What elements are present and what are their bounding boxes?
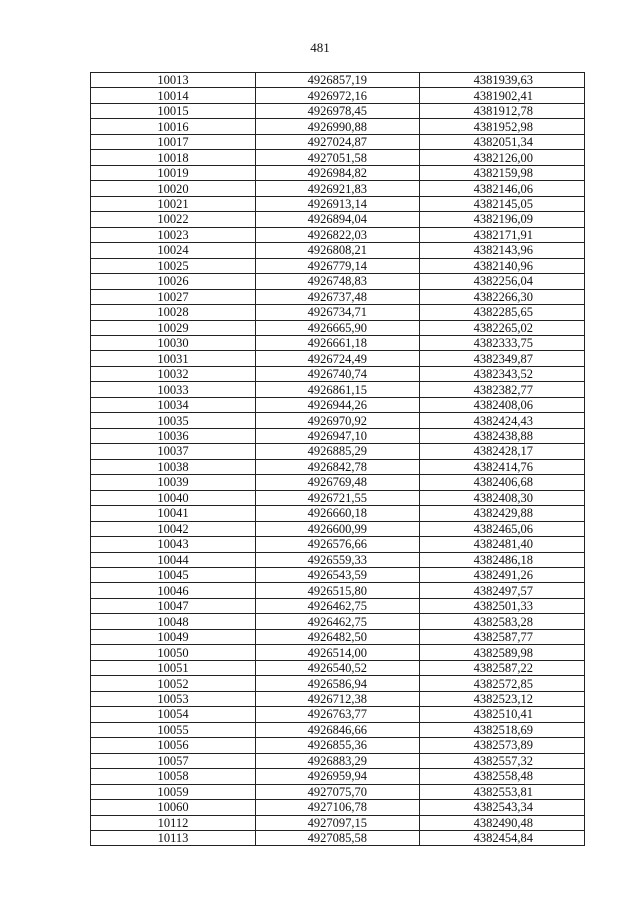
point-number-cell: 10057 [91, 753, 256, 768]
y-coordinate-cell: 4382428,17 [420, 444, 585, 459]
table-row [91, 722, 585, 737]
x-coordinate-cell: 4926970,92 [256, 413, 420, 428]
table-row [91, 165, 585, 180]
table-row [91, 88, 585, 103]
y-coordinate-cell: 4382349,87 [420, 351, 585, 366]
y-coordinate-cell: 4382408,30 [420, 490, 585, 505]
table-row [91, 366, 585, 381]
table-row [91, 645, 585, 660]
x-coordinate-cell: 4927051,58 [256, 150, 420, 165]
point-number-cell: 10047 [91, 598, 256, 613]
point-number-cell: 10037 [91, 444, 256, 459]
y-coordinate-cell: 4382424,43 [420, 413, 585, 428]
y-coordinate-cell: 4382406,68 [420, 475, 585, 490]
y-coordinate-cell: 4382145,05 [420, 196, 585, 211]
y-coordinate-cell: 4382454,84 [420, 830, 585, 845]
point-number-cell: 10030 [91, 335, 256, 350]
x-coordinate-cell: 4926721,55 [256, 490, 420, 505]
point-number-cell: 10058 [91, 769, 256, 784]
x-coordinate-cell: 4926769,48 [256, 475, 420, 490]
point-number-cell: 10042 [91, 521, 256, 536]
x-coordinate-cell: 4926779,14 [256, 258, 420, 273]
table-row [91, 305, 585, 320]
x-coordinate-cell: 4926883,29 [256, 753, 420, 768]
y-coordinate-cell: 4382126,00 [420, 150, 585, 165]
x-coordinate-cell: 4926978,45 [256, 103, 420, 118]
y-coordinate-cell: 4382266,30 [420, 289, 585, 304]
table-row [91, 676, 585, 691]
table-row [91, 707, 585, 722]
table-row [91, 382, 585, 397]
table-row [91, 428, 585, 443]
table-row [91, 335, 585, 350]
table-row [91, 784, 585, 799]
coordinates-table-body [91, 73, 585, 846]
x-coordinate-cell: 4926947,10 [256, 428, 420, 443]
y-coordinate-cell: 4382171,91 [420, 227, 585, 242]
x-coordinate-cell: 4926959,94 [256, 769, 420, 784]
table-row [91, 73, 585, 88]
x-coordinate-cell: 4926660,18 [256, 506, 420, 521]
y-coordinate-cell: 4382589,98 [420, 645, 585, 660]
y-coordinate-cell: 4382256,04 [420, 274, 585, 289]
y-coordinate-cell: 4382159,98 [420, 165, 585, 180]
table-row [91, 490, 585, 505]
y-coordinate-cell: 4382265,02 [420, 320, 585, 335]
table-row [91, 227, 585, 242]
point-number-cell: 10053 [91, 691, 256, 706]
point-number-cell: 10050 [91, 645, 256, 660]
table-row [91, 289, 585, 304]
table-row [91, 150, 585, 165]
x-coordinate-cell: 4926885,29 [256, 444, 420, 459]
table-row [91, 459, 585, 474]
point-number-cell: 10013 [91, 73, 256, 88]
y-coordinate-cell: 4382553,81 [420, 784, 585, 799]
x-coordinate-cell: 4926515,80 [256, 583, 420, 598]
x-coordinate-cell: 4927106,78 [256, 800, 420, 815]
point-number-cell: 10015 [91, 103, 256, 118]
x-coordinate-cell: 4926842,78 [256, 459, 420, 474]
x-coordinate-cell: 4926861,15 [256, 382, 420, 397]
table-row [91, 521, 585, 536]
y-coordinate-cell: 4382587,77 [420, 629, 585, 644]
point-number-cell: 10026 [91, 274, 256, 289]
table-row [91, 320, 585, 335]
y-coordinate-cell: 4382490,48 [420, 815, 585, 830]
table-row [91, 691, 585, 706]
x-coordinate-cell: 4926540,52 [256, 660, 420, 675]
point-number-cell: 10017 [91, 134, 256, 149]
point-number-cell: 10044 [91, 552, 256, 567]
point-number-cell: 10034 [91, 397, 256, 412]
table-row [91, 134, 585, 149]
table-row [91, 351, 585, 366]
point-number-cell: 10024 [91, 243, 256, 258]
coordinates-table [90, 72, 585, 846]
table-row [91, 537, 585, 552]
point-number-cell: 10014 [91, 88, 256, 103]
y-coordinate-cell: 4382587,22 [420, 660, 585, 675]
y-coordinate-cell: 4382523,12 [420, 691, 585, 706]
point-number-cell: 10028 [91, 305, 256, 320]
point-number-cell: 10055 [91, 722, 256, 737]
point-number-cell: 10019 [91, 165, 256, 180]
x-coordinate-cell: 4926600,99 [256, 521, 420, 536]
table-row [91, 815, 585, 830]
x-coordinate-cell: 4926740,74 [256, 366, 420, 381]
y-coordinate-cell: 4382465,06 [420, 521, 585, 536]
y-coordinate-cell: 4382343,52 [420, 366, 585, 381]
x-coordinate-cell: 4926724,49 [256, 351, 420, 366]
table-row [91, 629, 585, 644]
table-row [91, 444, 585, 459]
y-coordinate-cell: 4382481,40 [420, 537, 585, 552]
x-coordinate-cell: 4926665,90 [256, 320, 420, 335]
table-row [91, 568, 585, 583]
x-coordinate-cell: 4926576,66 [256, 537, 420, 552]
table-row [91, 243, 585, 258]
point-number-cell: 10021 [91, 196, 256, 211]
x-coordinate-cell: 4926586,94 [256, 676, 420, 691]
x-coordinate-cell: 4927024,87 [256, 134, 420, 149]
y-coordinate-cell: 4382414,76 [420, 459, 585, 474]
point-number-cell: 10041 [91, 506, 256, 521]
x-coordinate-cell: 4926763,77 [256, 707, 420, 722]
x-coordinate-cell: 4926855,36 [256, 738, 420, 753]
table-row [91, 181, 585, 196]
y-coordinate-cell: 4382285,65 [420, 305, 585, 320]
x-coordinate-cell: 4926822,03 [256, 227, 420, 242]
x-coordinate-cell: 4926462,75 [256, 598, 420, 613]
x-coordinate-cell: 4926857,19 [256, 73, 420, 88]
y-coordinate-cell: 4382557,32 [420, 753, 585, 768]
table-row [91, 583, 585, 598]
point-number-cell: 10031 [91, 351, 256, 366]
point-number-cell: 10060 [91, 800, 256, 815]
table-row [91, 274, 585, 289]
point-number-cell: 10046 [91, 583, 256, 598]
point-number-cell: 10023 [91, 227, 256, 242]
table-row [91, 660, 585, 675]
point-number-cell: 10029 [91, 320, 256, 335]
point-number-cell: 10056 [91, 738, 256, 753]
y-coordinate-cell: 4382429,88 [420, 506, 585, 521]
point-number-cell: 10054 [91, 707, 256, 722]
y-coordinate-cell: 4382196,09 [420, 212, 585, 227]
table-row [91, 753, 585, 768]
point-number-cell: 10020 [91, 181, 256, 196]
y-coordinate-cell: 4382143,96 [420, 243, 585, 258]
point-number-cell: 10033 [91, 382, 256, 397]
point-number-cell: 10016 [91, 119, 256, 134]
y-coordinate-cell: 4382518,69 [420, 722, 585, 737]
table-row [91, 614, 585, 629]
y-coordinate-cell: 4382438,88 [420, 428, 585, 443]
point-number-cell: 10112 [91, 815, 256, 830]
x-coordinate-cell: 4926846,66 [256, 722, 420, 737]
y-coordinate-cell: 4382146,06 [420, 181, 585, 196]
table-row [91, 769, 585, 784]
y-coordinate-cell: 4382486,18 [420, 552, 585, 567]
point-number-cell: 10043 [91, 537, 256, 552]
table-row [91, 598, 585, 613]
x-coordinate-cell: 4926921,83 [256, 181, 420, 196]
x-coordinate-cell: 4926543,59 [256, 568, 420, 583]
y-coordinate-cell: 4382543,34 [420, 800, 585, 815]
x-coordinate-cell: 4927075,70 [256, 784, 420, 799]
y-coordinate-cell: 4382497,57 [420, 583, 585, 598]
y-coordinate-cell: 4382140,96 [420, 258, 585, 273]
y-coordinate-cell: 4381939,63 [420, 73, 585, 88]
table-row [91, 212, 585, 227]
x-coordinate-cell: 4926514,00 [256, 645, 420, 660]
y-coordinate-cell: 4381952,98 [420, 119, 585, 134]
point-number-cell: 10052 [91, 676, 256, 691]
y-coordinate-cell: 4382333,75 [420, 335, 585, 350]
point-number-cell: 10051 [91, 660, 256, 675]
x-coordinate-cell: 4926808,21 [256, 243, 420, 258]
x-coordinate-cell: 4926990,88 [256, 119, 420, 134]
table-row [91, 196, 585, 211]
table-row [91, 258, 585, 273]
x-coordinate-cell: 4927097,15 [256, 815, 420, 830]
point-number-cell: 10018 [91, 150, 256, 165]
y-coordinate-cell: 4382583,28 [420, 614, 585, 629]
x-coordinate-cell: 4926944,26 [256, 397, 420, 412]
point-number-cell: 10049 [91, 629, 256, 644]
y-coordinate-cell: 4382558,48 [420, 769, 585, 784]
x-coordinate-cell: 4926894,04 [256, 212, 420, 227]
point-number-cell: 10036 [91, 428, 256, 443]
x-coordinate-cell: 4926661,18 [256, 335, 420, 350]
point-number-cell: 10022 [91, 212, 256, 227]
y-coordinate-cell: 4382051,34 [420, 134, 585, 149]
table-row [91, 738, 585, 753]
point-number-cell: 10025 [91, 258, 256, 273]
y-coordinate-cell: 4382382,77 [420, 382, 585, 397]
table-row [91, 552, 585, 567]
table-row [91, 506, 585, 521]
point-number-cell: 10045 [91, 568, 256, 583]
x-coordinate-cell: 4926984,82 [256, 165, 420, 180]
y-coordinate-cell: 4382510,41 [420, 707, 585, 722]
point-number-cell: 10039 [91, 475, 256, 490]
point-number-cell: 10027 [91, 289, 256, 304]
x-coordinate-cell: 4926712,38 [256, 691, 420, 706]
point-number-cell: 10032 [91, 366, 256, 381]
x-coordinate-cell: 4926734,71 [256, 305, 420, 320]
table-row [91, 800, 585, 815]
table-row [91, 119, 585, 134]
y-coordinate-cell: 4382572,85 [420, 676, 585, 691]
page-number: 481 [310, 40, 330, 55]
table-row [91, 830, 585, 845]
x-coordinate-cell: 4926482,50 [256, 629, 420, 644]
x-coordinate-cell: 4926913,14 [256, 196, 420, 211]
point-number-cell: 10113 [91, 830, 256, 845]
table-row [91, 475, 585, 490]
point-number-cell: 10035 [91, 413, 256, 428]
table-row [91, 413, 585, 428]
x-coordinate-cell: 4927085,58 [256, 830, 420, 845]
point-number-cell: 10038 [91, 459, 256, 474]
y-coordinate-cell: 4382408,06 [420, 397, 585, 412]
x-coordinate-cell: 4926748,83 [256, 274, 420, 289]
y-coordinate-cell: 4382491,26 [420, 568, 585, 583]
x-coordinate-cell: 4926559,33 [256, 552, 420, 567]
y-coordinate-cell: 4382573,89 [420, 738, 585, 753]
point-number-cell: 10040 [91, 490, 256, 505]
table-row [91, 397, 585, 412]
y-coordinate-cell: 4382501,33 [420, 598, 585, 613]
point-number-cell: 10048 [91, 614, 256, 629]
point-number-cell: 10059 [91, 784, 256, 799]
y-coordinate-cell: 4381912,78 [420, 103, 585, 118]
x-coordinate-cell: 4926462,75 [256, 614, 420, 629]
y-coordinate-cell: 4381902,41 [420, 88, 585, 103]
x-coordinate-cell: 4926972,16 [256, 88, 420, 103]
x-coordinate-cell: 4926737,48 [256, 289, 420, 304]
table-row [91, 103, 585, 118]
